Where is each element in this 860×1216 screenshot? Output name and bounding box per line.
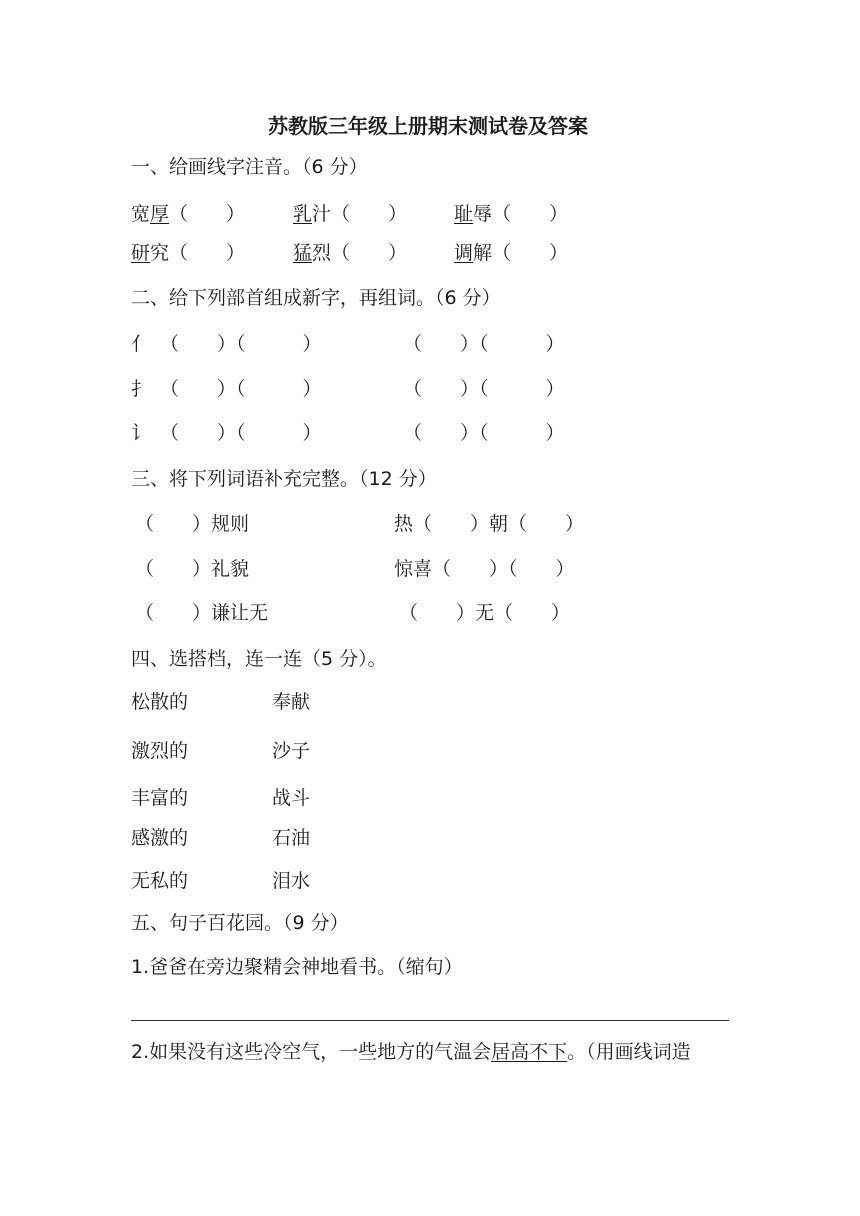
underlined-phrase: 居高不下	[491, 1041, 568, 1063]
q4-right-item: 奉献	[272, 691, 311, 713]
q2-blank-a: （ ）（ ）	[160, 422, 322, 444]
q1-word-2	[293, 205, 407, 224]
q4-left-item: 感激的	[131, 827, 189, 849]
q1-word-6	[454, 244, 568, 263]
sentence-part: 。（用画线词造	[567, 1041, 691, 1063]
page-title: 苏教版三年级上册期末测试卷及答案	[268, 114, 588, 138]
answer-blank: （ ）	[492, 242, 569, 264]
answer-blank: （ ）	[169, 242, 246, 264]
q4-left-item: 激烈的	[131, 740, 189, 762]
q4-left-item: 丰富的	[131, 787, 189, 809]
q1-word-1	[131, 205, 245, 224]
q2-radical: 讠	[131, 422, 151, 444]
q3-left-item: （ ）规则	[135, 513, 250, 535]
q4-heading: 四、选搭档，连一连（5 分）。	[131, 648, 387, 670]
q2-heading: 二、给下列部首组成新字，再组词。（6 分）	[131, 287, 501, 309]
underlined-char: 猛	[293, 242, 313, 264]
q2-blank-b: （ ）（ ）	[403, 422, 565, 444]
word-part: 辱	[473, 203, 493, 225]
q4-right-item: 泪水	[272, 870, 311, 892]
underlined-char: 研	[131, 242, 151, 264]
sentence-part: 2.如果没有这些冷空气，一些地方的气温会	[131, 1041, 492, 1063]
q4-right-item: 战斗	[272, 787, 311, 809]
q1-word-3	[454, 205, 568, 224]
answer-blank: （ ）	[331, 242, 408, 264]
q3-right-item: （ ）无（ ）	[399, 602, 571, 624]
answer-line	[131, 1020, 729, 1021]
q2-blank-b: （ ）（ ）	[403, 378, 565, 400]
q4-right-item: 沙子	[272, 740, 311, 762]
q3-right-item: 惊喜（ ）（ ）	[394, 558, 575, 580]
underlined-char: 厚	[150, 203, 170, 225]
q4-left-item: 无私的	[131, 870, 189, 892]
q4-right-item: 石油	[272, 827, 311, 849]
q5-item-1: 1.爸爸在旁边聚精会神地看书。（缩句）	[131, 956, 463, 978]
q3-left-item: （ ）谦让无	[135, 602, 269, 624]
answer-blank: （ ）	[331, 203, 408, 225]
q2-blank-a: （ ）（ ）	[160, 333, 322, 355]
answer-blank: （ ）	[169, 203, 246, 225]
q1-heading: 一、给画线字注音。（6 分）	[131, 156, 368, 178]
underlined-char: 调	[454, 242, 474, 264]
answer-blank: （ ）	[492, 203, 569, 225]
q1-word-4	[131, 244, 245, 263]
word-part: 宽	[131, 203, 151, 225]
word-part: 解	[473, 242, 493, 264]
q3-heading: 三、将下列词语补充完整。（12 分）	[131, 468, 437, 490]
q2-radical: 扌	[131, 378, 151, 400]
underlined-char: 乳	[293, 203, 313, 225]
word-part: 烈	[312, 242, 332, 264]
q1-word-5	[293, 244, 407, 263]
q3-right-item: 热（ ）朝（ ）	[394, 513, 585, 535]
q2-blank-b: （ ）（ ）	[403, 333, 565, 355]
q5-item-2	[131, 1043, 691, 1062]
q2-blank-a: （ ）（ ）	[160, 378, 322, 400]
q2-radical: 亻	[131, 333, 151, 355]
word-part: 究	[150, 242, 170, 264]
q4-left-item: 松散的	[131, 691, 189, 713]
underlined-char: 耻	[454, 203, 474, 225]
q3-left-item: （ ）礼貌	[135, 558, 250, 580]
q5-heading: 五、句子百花园。（9 分）	[131, 912, 349, 934]
word-part: 汁	[312, 203, 332, 225]
